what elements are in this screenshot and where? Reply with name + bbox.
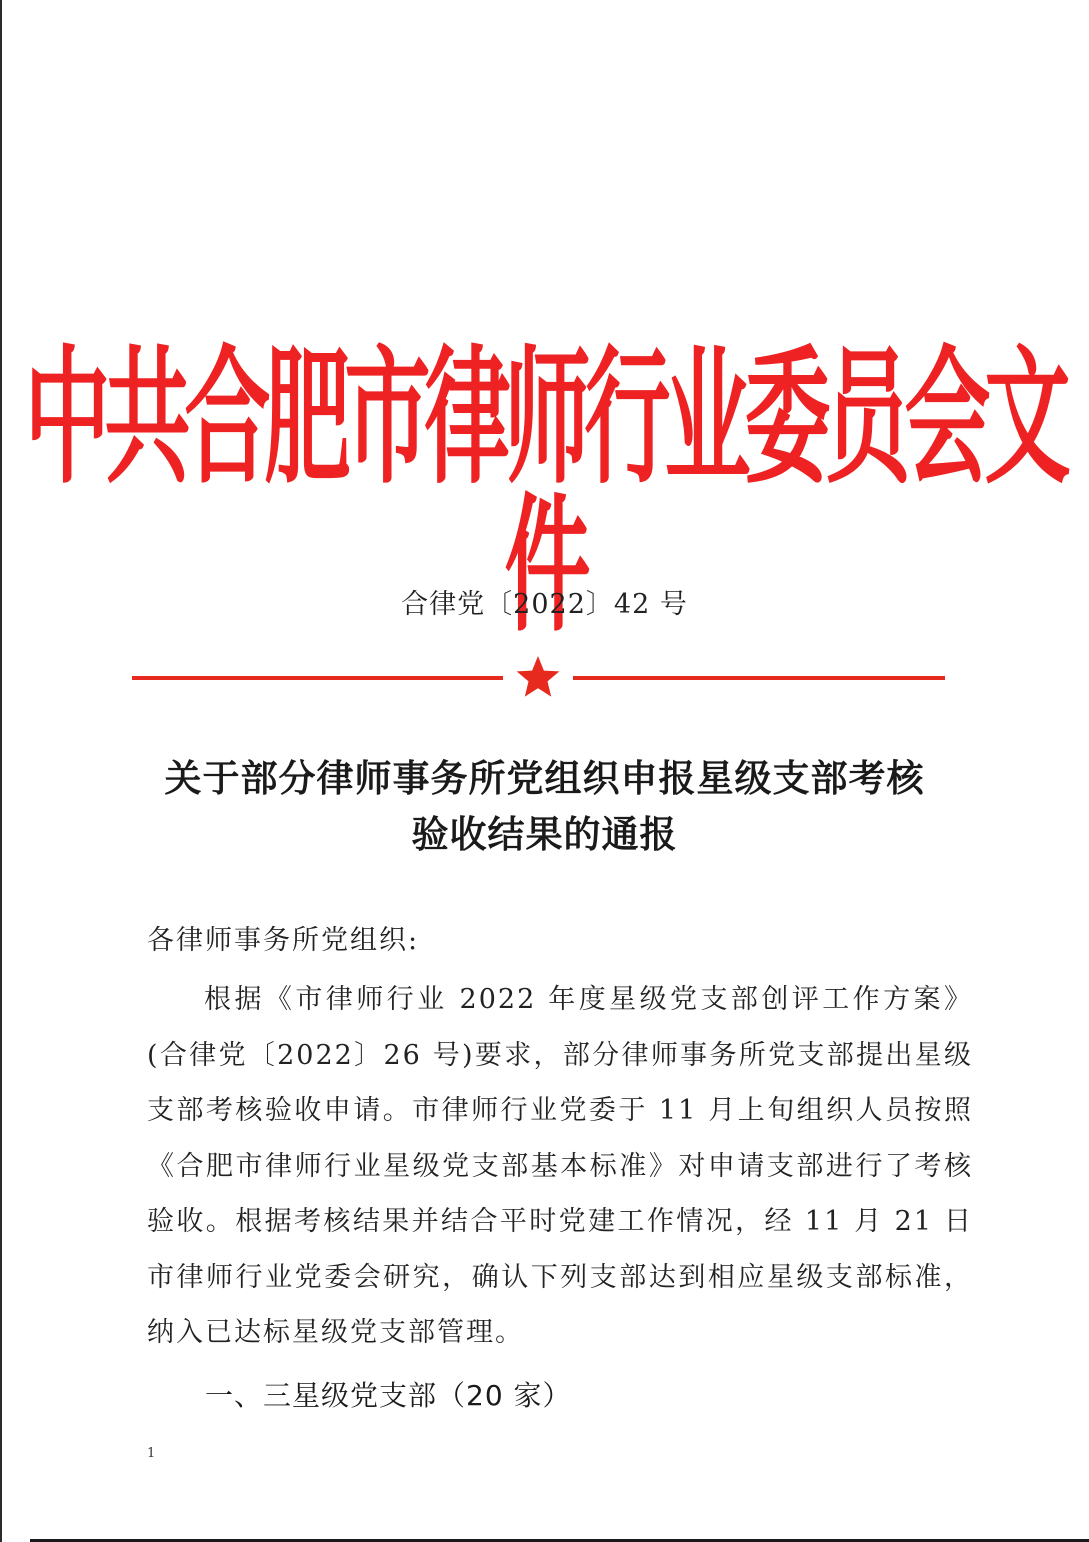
- masthead-title: 中共合肥市律师行业委员会文件: [24, 332, 1065, 653]
- salutation: 各律师事务所党组织:: [147, 925, 420, 956]
- document-number: 合律党〔2022〕42 号: [401, 589, 688, 620]
- notice-title-line-1: 关于部分律师事务所党组织申报星级支部考核: [164, 756, 925, 800]
- body-paragraph: 根据《市律师行业 2022 年度星级党支部创评工作方案》(合律党〔2022〕26 号)要求，部分律师事务所党支部提出星级支部考核验收申请。市律师行业党委于 11 月上旬组织人员按照《合肥市律师行业星级党支部基本标准》对申请支部进行了考核验收。根据考核结果并结合平时党建工作情况，经 11 月 21 日市律师行业党委会研究，确认下列支部达到相应星级支部标准，纳入已达标星级党支部管理。: [147, 984, 973, 1348]
- red-divider: [0, 650, 1089, 710]
- notice-title-line-2: 验收结果的通报: [411, 812, 678, 856]
- star-icon: [517, 656, 560, 697]
- section-heading: 一、三星级党支部（20 家）: [205, 1379, 572, 1412]
- page-number: 1: [147, 1446, 156, 1461]
